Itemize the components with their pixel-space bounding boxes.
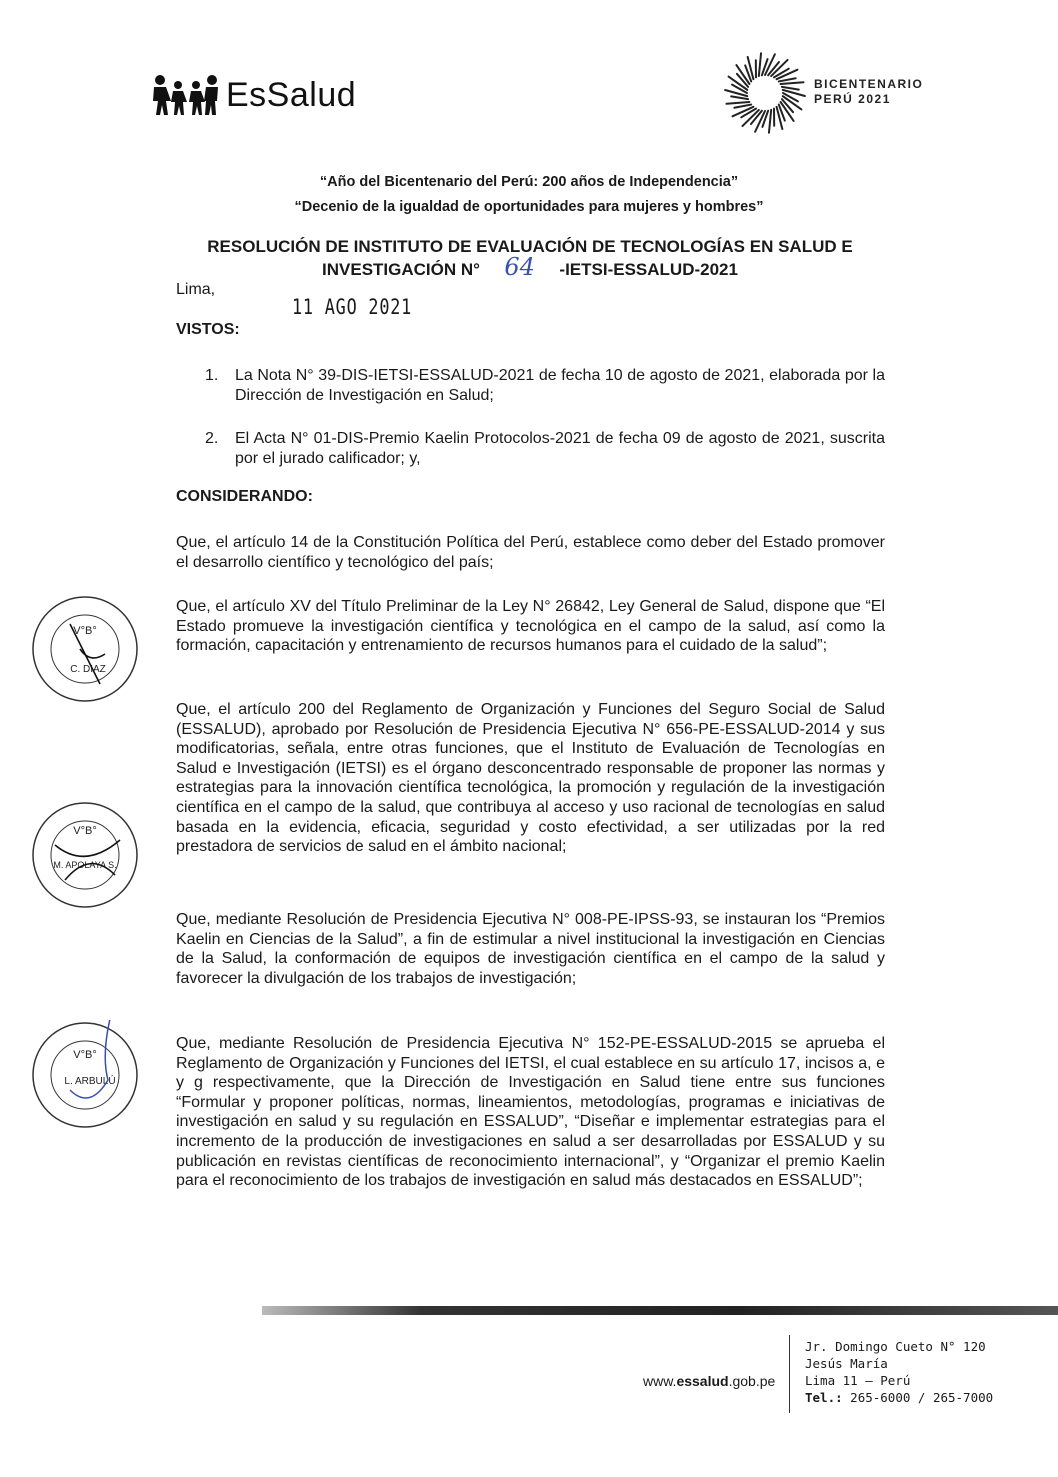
- emblem-ray: [782, 87, 799, 90]
- motto-line-2: “Decenio de la igualdad de oportunidades para mujeres y hombres”: [294, 199, 764, 215]
- vistos-item: [205, 429, 885, 468]
- item-text: El Acta N° 01-DIS-Premio Kaelin Protocolos-2021 de fecha 09 de agosto de 2021, suscrita por el jurado calificador; y,: [235, 430, 885, 467]
- bicentenario-line1: BICENTENARIO: [814, 77, 924, 91]
- title-prefix: INVESTIGACIÓN N°: [322, 260, 480, 279]
- footer-divider: [789, 1335, 790, 1413]
- emblem-ray: [779, 78, 796, 81]
- considerando-paragraph: Que, el artículo 14 de la Constitución Política del Perú, establece como deber del Estado promover el desarrollo científico y tecnológico del país;: [176, 534, 885, 571]
- approval-seal: [30, 1020, 140, 1130]
- item-text: La Nota N° 39-DIS-IETSI-ESSALUD-2021 de fecha 10 de agosto de 2021, elaborada por la Dirección de Investigación en Salud;: [235, 367, 885, 404]
- approval-seal: [30, 800, 140, 910]
- title-line-1: RESOLUCIÓN DE INSTITUTO DE EVALUACIÓN DE TECNOLOGÍAS EN SALUD E: [207, 237, 853, 256]
- date-stamp: 11 AGO 2021: [292, 295, 413, 319]
- considerando-paragraph: Que, mediante Resolución de Presidencia Ejecutiva N° 008-PE-IPSS-93, se instauran los “Premios Kaelin en Ciencias de la Salud”, a fin de estimular a nivel institucional la investigación en Ciencias de la Salud, la conformación de equipos de investigación científica en el campo de la salud y favorecer la divulgación de los trabajos de investigación;: [176, 911, 885, 987]
- phone-label: Tel.:: [805, 1390, 843, 1405]
- vistos-heading: VISTOS:: [176, 321, 240, 338]
- bicentenario-line2: PERÚ 2021: [814, 92, 891, 106]
- considerando-paragraph: Que, el artículo XV del Título Preliminar de la Ley N° 26842, Ley General de Salud, dispone que “El Estado promueve la investigación científica y tecnológica en el campo de la salud, así como la formación, capacitación y entrenamiento de recursos humanos para el cuidado de la salud”;: [176, 598, 885, 655]
- svg-text:V°B°: V°B°: [73, 625, 97, 637]
- svg-text:C. DIAZ: C. DIAZ: [70, 664, 106, 675]
- website-link[interactable]: [643, 1373, 775, 1389]
- address-line: Lima 11 – Perú: [805, 1373, 911, 1388]
- bicentenario-logo: [722, 50, 932, 140]
- emblem-ray: [769, 110, 771, 133]
- title-line-2: [130, 253, 930, 281]
- approval-seal: [30, 594, 140, 704]
- bicentenario-emblem-icon: [722, 50, 808, 136]
- place: Lima,: [176, 281, 216, 298]
- vistos-item: [205, 366, 885, 405]
- website-domain: essalud: [676, 1373, 729, 1389]
- website-suffix: .gob.pe: [728, 1373, 776, 1389]
- address-line: Jesús María: [805, 1356, 888, 1371]
- footer-bar: [262, 1306, 1058, 1315]
- svg-text:L. ARBULÚ: L. ARBULÚ: [64, 1076, 116, 1087]
- motto-line-1: “Año del Bicentenario del Perú: 200 años de Independencia”: [319, 174, 739, 190]
- item-number: 1.: [205, 367, 219, 384]
- seal-stamp-icon: [30, 594, 140, 704]
- emblem-ray: [731, 96, 748, 99]
- address-line: Jr. Domingo Cueto N° 120: [805, 1339, 986, 1354]
- emblem-ray: [781, 82, 804, 84]
- phone-numbers: 265-6000 / 265-7000: [842, 1390, 994, 1405]
- seal-stamp-icon: [30, 800, 140, 910]
- considerando-paragraph: Que, mediante Resolución de Presidencia Ejecutiva N° 152-PE-ESSALUD-2015 se aprueba el Reglamento de Organización y Funciones del IETSI, el cual establece en su artículo 17, incisos a, e y g respectivamente, que la Dirección de Investigación en Salud tiene entre sus funciones “Formular y proponer políticas, normas, lineamientos, metodologías, programas e iniciativas de investigación en salud y su regulación en ESSALUD”, “Diseñar e implementar estrategias para el incremento de la producción de investigaciones en salud a ser desarrolladas por ESSALUD y su publicación en revistas científicas de reconocimiento internacional”, y “Organizar el premio Kaelin para el reconocimiento de los trabajos de investigación en salud más destacados en ESSALUD”;: [176, 1035, 885, 1190]
- website-prefix: www.: [643, 1373, 677, 1389]
- essalud-logo: [150, 70, 356, 120]
- svg-text:M. APOLAYA S.: M. APOLAYA S.: [53, 860, 117, 870]
- footer-address: [805, 1338, 993, 1406]
- considerando-heading: CONSIDERANDO:: [176, 488, 313, 505]
- brand-name: EsSalud: [226, 75, 357, 114]
- family-icon: [150, 73, 222, 117]
- resolution-number: 64: [504, 253, 535, 281]
- emblem-ray: [726, 102, 749, 104]
- seal-stamp-icon: [30, 1020, 140, 1130]
- item-number: 2.: [205, 430, 219, 447]
- emblem-ray: [759, 53, 761, 76]
- emblem-ray: [734, 105, 751, 108]
- considerando-paragraph: Que, el artículo 200 del Reglamento de Organización y Funciones del Seguro Social de Salud (ESSALUD), aprobado por Resolución de Presidencia Ejecutiva N° 656-PE-ESSALUD-2014 y sus modificatorias, señala, entre otras funciones, que el Instituto de Evaluación de Tecnologías en Salud e Investigación (IETSI) es el órgano desconcentrado responsable de proponer las normas y estrategias para la innovación científica tecnológica, la promoción y regulación de la investigación científica en el campo de la salud, que contribuya al acceso y uso racional de tecnologías en salud basada en la evidencia, eficacia, seguridad y costo efectividad, a ser utilizadas por la red prestadora de servicios de salud en el ámbito nacional;: [176, 701, 885, 856]
- phone-line: [805, 1389, 993, 1406]
- document-title: [130, 236, 930, 280]
- svg-text:V°B°: V°B°: [73, 825, 97, 837]
- svg-text:V°B°: V°B°: [73, 1049, 97, 1061]
- title-suffix: -IETSI-ESSALUD-2021: [559, 260, 738, 279]
